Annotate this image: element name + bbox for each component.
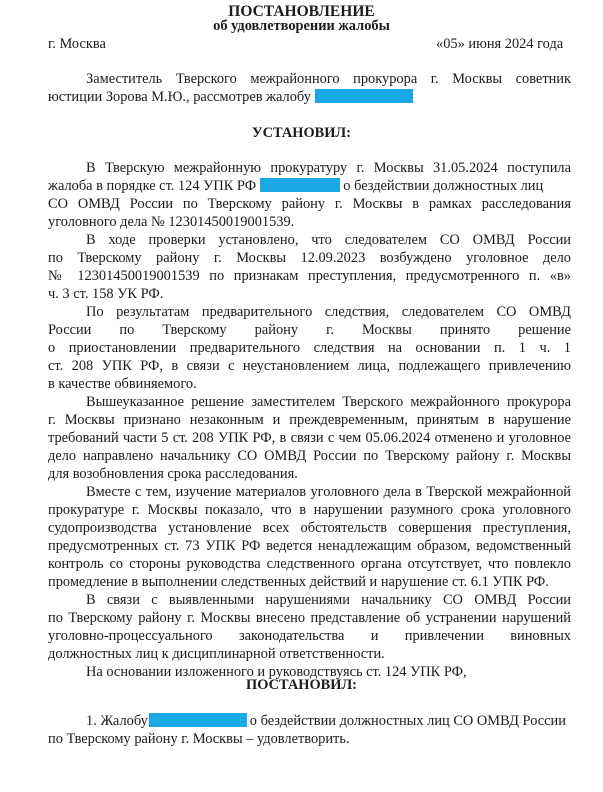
p3-line-5: в качестве обвиняемого.: [48, 376, 197, 392]
p5-line-1: Вместе с тем, изучение материалов уголовного дела в Тверской межрайонной: [86, 484, 571, 500]
heading-resolved: ПОСТАНОВИЛ:: [246, 677, 357, 693]
p4-line-4: дело направлено начальнику СО ОМВД России по Тверскому району г. Москвы: [48, 448, 571, 464]
p3-line-1: По результатам предварительного следствия, следователем СО ОМВД: [86, 304, 571, 320]
redaction: [315, 89, 413, 103]
p1-line-4: уголовного дела № 12301450019001539.: [48, 214, 295, 230]
document-subtitle: об удовлетворении жалобы: [213, 18, 390, 34]
resolution-line-2: по Тверскому району г. Москвы – удовлетворить.: [48, 731, 350, 747]
p5-line-3: судопроизводства установление всех обстоятельств совершения преступления,: [48, 520, 571, 536]
p5-line-5: контроль со стороны руководства следственного органа отсутствует, что повлекло: [48, 556, 571, 572]
p4-line-5: для возобновления срока расследования.: [48, 466, 298, 482]
p1-line-2: [48, 177, 543, 195]
p6-line-2: по Тверскому району г. Москвы внесено представление об устранении нарушений: [48, 610, 571, 626]
p2-line-1: В ходе проверки установлено, что следователем СО ОМВД России: [86, 232, 571, 248]
p3-line-4: ст. 208 УПК РФ, в связи с неустановлением лица, подлежащего привлечению: [48, 358, 571, 374]
p5-line-4: предусмотренных ст. 73 УПК РФ ведется ненадлежащим образом, ведомственный: [48, 538, 571, 554]
p4-line-3: требований части 5 ст. 208 УПК РФ, в связи с чем 05.06.2024 отменено и уголовное: [48, 430, 571, 446]
intro-line-1: Заместитель Тверского межрайонного прокурора г. Москвы советник: [86, 71, 571, 87]
p4-line-1: Вышеуказанное решение заместителем Тверского межрайонного прокурора: [86, 394, 571, 410]
p3-line-3: о приостановлении предварительного следствия на основании п. 1 ч. 1: [48, 340, 571, 356]
document-date: «05» июня 2024 года: [436, 36, 564, 52]
redaction: [149, 713, 247, 727]
p3-line-2: России по Тверскому району г. Москвы принято решение: [48, 322, 571, 338]
document-title: ПОСТАНОВЛЕНИЕ: [228, 3, 375, 20]
p6-line-3: уголовно-процессуального законодательства и привлечении виновных: [48, 628, 571, 644]
resolution-prefix: 1. Жалобу: [86, 713, 148, 729]
p1-line-3: СО ОМВД России по Тверскому району г. Москвы в рамках расследования: [48, 196, 571, 212]
p7-line: На основании изложенного и руководствуясь ст. 124 УПК РФ,: [86, 664, 467, 680]
redaction: [260, 178, 340, 192]
p1-text-a: жалоба в порядке ст. 124 УПК РФ: [48, 178, 257, 194]
p6-line-1: В связи с выявленными нарушениями начальнику СО ОМВД России: [86, 592, 571, 608]
p1-line-1: В Тверскую межрайонную прокуратуру г. Москвы 31.05.2024 поступила: [86, 160, 571, 176]
resolution-rest: о бездействии должностных лиц СО ОМВД России: [249, 713, 566, 729]
city: г. Москва: [48, 36, 106, 52]
p2-line-3: № 12301450019001539 по признакам преступления, предусмотренного п. «в»: [48, 268, 571, 284]
intro-text: юстиции Зорова М.Ю., рассмотрев жалобу: [48, 89, 311, 105]
intro-line-2: [48, 88, 413, 106]
p2-line-2: по Тверскому району г. Москвы 12.09.2023 возбуждено уголовное дело: [48, 250, 571, 266]
p2-line-4: ч. 3 ст. 158 УК РФ.: [48, 286, 164, 302]
p1-text-b: о бездействии должностных лиц: [343, 178, 544, 194]
resolution-line-1: [86, 712, 566, 730]
p6-line-4: должностных лиц к дисциплинарной ответственности.: [48, 646, 385, 662]
p4-line-2: г. Москвы признано незаконным и преждевременным, принятым в нарушение: [48, 412, 571, 428]
heading-established: УСТАНОВИЛ:: [252, 125, 351, 141]
p5-line-6: промедление в выполнении следственных действий и нарушение ст. 6.1 УПК РФ.: [48, 574, 549, 590]
p5-line-2: прокуратуре г. Москвы показало, что в нарушении разумного срока уголовного: [48, 502, 571, 518]
